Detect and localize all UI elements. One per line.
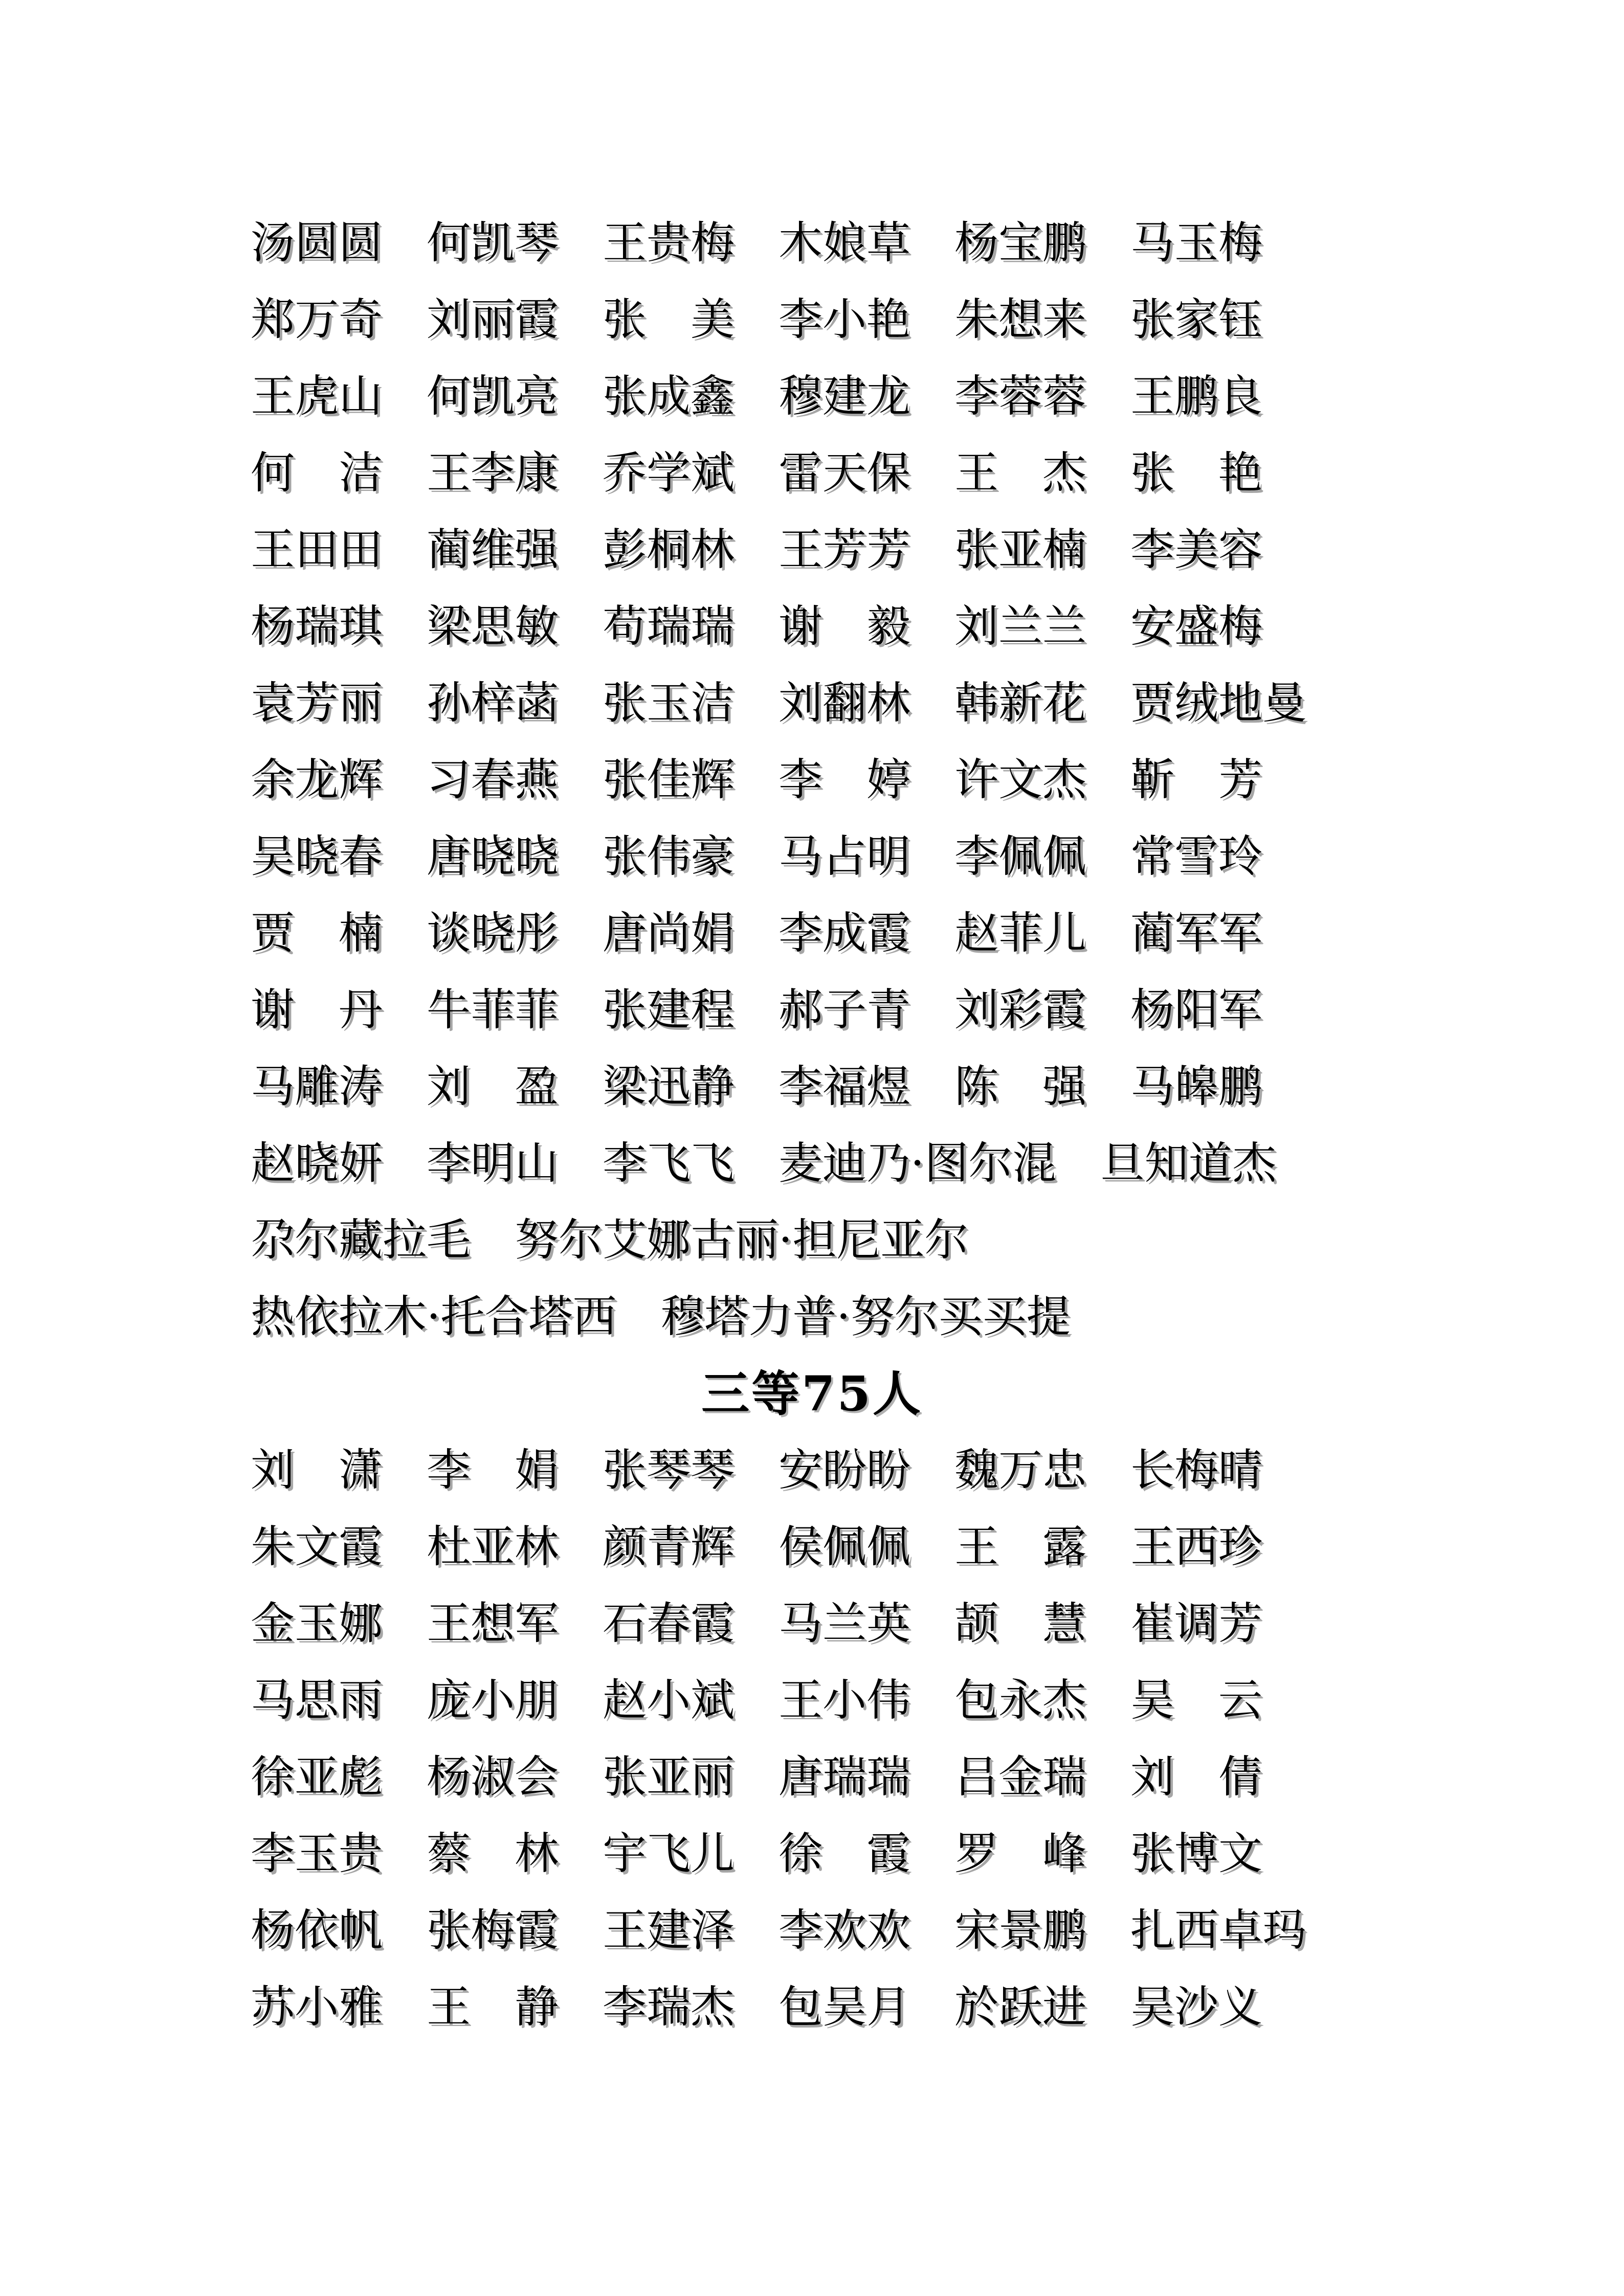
person-name: 梁思敏	[427, 601, 559, 652]
person-name: 马雕涛	[251, 1061, 383, 1112]
person-name: 李明山	[427, 1138, 559, 1189]
person-name: 王李康	[427, 447, 559, 499]
person-name: 习春燕	[427, 754, 559, 805]
person-name: 李玉贵	[251, 1828, 383, 1879]
person-name: 魏万忠	[954, 1445, 1086, 1496]
person-name: 李 婷	[778, 754, 910, 805]
person-name: 马思雨	[251, 1675, 383, 1726]
person-name: 贾绒地曼	[1130, 678, 1306, 729]
person-name: 杨依帆	[251, 1905, 383, 1956]
person-name: 崔调芳	[1130, 1598, 1262, 1649]
person-name: 颜青辉	[603, 1521, 735, 1572]
person-name: 刘翻林	[778, 678, 910, 729]
name-row	[251, 584, 1373, 661]
person-name: 李欢欢	[778, 1905, 910, 1956]
person-name: 刘 盈	[427, 1061, 559, 1112]
person-name: 李小艳	[778, 294, 910, 345]
person-name: 赵菲儿	[954, 908, 1086, 959]
person-name: 木娘草	[778, 217, 910, 268]
person-name: 扎西卓玛	[1130, 1905, 1306, 1956]
person-name: 余龙辉	[251, 754, 383, 805]
person-name: 庞小朋	[427, 1675, 559, 1726]
name-row	[251, 1504, 1373, 1581]
person-name: 刘 潇	[251, 1445, 383, 1496]
person-name: 张成鑫	[603, 371, 735, 422]
person-name: 罗 峰	[954, 1828, 1086, 1879]
person-name: 王想军	[427, 1598, 559, 1649]
person-name: 彭桐林	[603, 524, 735, 575]
person-name: 张亚楠	[954, 524, 1086, 575]
person-name: 吴沙义	[1130, 1982, 1262, 2033]
person-name: 李成霞	[778, 908, 910, 959]
person-name: 唐尚娟	[603, 908, 735, 959]
person-name: 李瑞杰	[603, 1982, 735, 2033]
person-name: 麦迪乃·图尔混	[778, 1138, 1057, 1189]
name-row	[251, 1811, 1373, 1888]
person-name: 张玉洁	[603, 678, 735, 729]
person-name: 唐瑞瑞	[778, 1751, 910, 1803]
name-row	[251, 1274, 1373, 1351]
person-name: 赵小斌	[603, 1675, 735, 1726]
person-name: 杨宝鹏	[954, 217, 1086, 268]
person-name: 努尔艾娜古丽·担尼亚尔	[515, 1214, 969, 1266]
person-name: 李福煜	[778, 1061, 910, 1112]
person-name: 石春霞	[603, 1598, 735, 1649]
person-name: 张建程	[603, 984, 735, 1036]
name-row	[251, 1581, 1373, 1658]
person-name: 吴 云	[1130, 1675, 1262, 1726]
person-name: 苏小雅	[251, 1982, 383, 2033]
section-heading-third-class: 三等75人	[701, 1365, 923, 1422]
person-name: 旦知道杰	[1100, 1138, 1277, 1189]
person-name: 蔺军军	[1130, 908, 1262, 959]
person-name: 安盼盼	[778, 1445, 910, 1496]
name-row	[251, 277, 1373, 354]
name-row	[251, 1198, 1373, 1274]
name-row	[251, 1888, 1373, 1965]
person-name: 杨淑会	[427, 1751, 559, 1803]
person-name: 雷天保	[778, 447, 910, 499]
person-name: 刘兰兰	[954, 601, 1086, 652]
person-name: 长梅晴	[1130, 1445, 1262, 1496]
person-name: 何凯亮	[427, 371, 559, 422]
person-name: 王田田	[251, 524, 383, 575]
name-row	[251, 737, 1373, 814]
person-name: 包吴月	[778, 1982, 910, 2033]
person-name: 许文杰	[954, 754, 1086, 805]
person-name: 王鹏良	[1130, 371, 1262, 422]
person-name: 吕金瑞	[954, 1751, 1086, 1803]
person-name: 贾 楠	[251, 908, 383, 959]
person-name: 杨瑞琪	[251, 601, 383, 652]
name-row	[251, 1735, 1373, 1811]
person-name: 刘丽霞	[427, 294, 559, 345]
person-name: 马玉梅	[1130, 217, 1262, 268]
person-name: 常雪玲	[1130, 831, 1262, 882]
person-name: 张伟豪	[603, 831, 735, 882]
person-name: 张琴琴	[603, 1445, 735, 1496]
person-name: 杨阳军	[1130, 984, 1262, 1036]
name-row	[251, 1044, 1373, 1121]
person-name: 唐晓晓	[427, 831, 559, 882]
person-name: 穆塔力普·努尔买买提	[660, 1291, 1071, 1342]
person-name: 金玉娜	[251, 1598, 383, 1649]
person-name: 李飞飞	[603, 1138, 735, 1189]
person-name: 穆建龙	[778, 371, 910, 422]
person-name: 张佳辉	[603, 754, 735, 805]
person-name: 蔺维强	[427, 524, 559, 575]
person-name: 马占明	[778, 831, 910, 882]
person-name: 马皞鹏	[1130, 1061, 1262, 1112]
name-row	[251, 1658, 1373, 1735]
person-name: 谢 丹	[251, 984, 383, 1036]
name-row	[251, 1965, 1373, 2041]
person-name: 侯佩佩	[778, 1521, 910, 1572]
person-name: 汤圆圆	[251, 217, 383, 268]
person-name: 刘 倩	[1130, 1751, 1262, 1803]
name-row	[251, 661, 1373, 737]
name-row	[251, 507, 1373, 584]
person-name: 刘彩霞	[954, 984, 1086, 1036]
person-name: 赵晓妍	[251, 1138, 383, 1189]
person-name: 王贵梅	[603, 217, 735, 268]
name-row	[251, 967, 1373, 1044]
person-name: 郝子青	[778, 984, 910, 1036]
person-name: 乔学斌	[603, 447, 735, 499]
person-name: 李美容	[1130, 524, 1262, 575]
person-name: 宋景鹏	[954, 1905, 1086, 1956]
person-name: 郑万奇	[251, 294, 383, 345]
person-name: 梁迅静	[603, 1061, 735, 1112]
person-name: 朱想来	[954, 294, 1086, 345]
person-name: 徐亚彪	[251, 1751, 383, 1803]
person-name: 王 杰	[954, 447, 1086, 499]
person-name: 苟瑞瑞	[603, 601, 735, 652]
person-name: 包永杰	[954, 1675, 1086, 1726]
person-name: 谢 毅	[778, 601, 910, 652]
person-name: 王 静	[427, 1982, 559, 2033]
person-name: 杜亚林	[427, 1521, 559, 1572]
person-name: 王小伟	[778, 1675, 910, 1726]
person-name: 马兰英	[778, 1598, 910, 1649]
name-row	[251, 1428, 1373, 1504]
person-name: 王芳芳	[778, 524, 910, 575]
person-name: 安盛梅	[1130, 601, 1262, 652]
person-name: 蔡 林	[427, 1828, 559, 1879]
person-name: 李佩佩	[954, 831, 1086, 882]
person-name: 张 美	[603, 294, 735, 345]
person-name: 张博文	[1130, 1828, 1262, 1879]
name-row	[251, 1121, 1373, 1198]
person-name: 吴晓春	[251, 831, 383, 882]
person-name: 张亚丽	[603, 1751, 735, 1803]
person-name: 李蓉蓉	[954, 371, 1086, 422]
person-name: 何 洁	[251, 447, 383, 499]
person-name: 宇飞儿	[603, 1828, 735, 1879]
person-name: 王西珍	[1130, 1521, 1262, 1572]
person-name: 王建泽	[603, 1905, 735, 1956]
person-name: 尕尔藏拉毛	[251, 1214, 471, 1266]
person-name: 何凯琴	[427, 217, 559, 268]
document-content	[251, 200, 1373, 2041]
person-name: 谈晓彤	[427, 908, 559, 959]
person-name: 张家钰	[1130, 294, 1262, 345]
person-name: 张梅霞	[427, 1905, 559, 1956]
name-list-second-class	[251, 200, 1373, 1351]
name-list-third-class	[251, 1428, 1373, 2041]
name-row	[251, 891, 1373, 967]
name-row	[251, 814, 1373, 891]
person-name: 袁芳丽	[251, 678, 383, 729]
person-name: 孙梓菡	[427, 678, 559, 729]
person-name: 李 娟	[427, 1445, 559, 1496]
person-name: 靳 芳	[1130, 754, 1262, 805]
person-name: 徐 霞	[778, 1828, 910, 1879]
person-name: 朱文霞	[251, 1521, 383, 1572]
person-name: 王虎山	[251, 371, 383, 422]
person-name: 王 露	[954, 1521, 1086, 1572]
name-row	[251, 431, 1373, 507]
person-name: 陈 强	[954, 1061, 1086, 1112]
name-row	[251, 354, 1373, 431]
person-name: 牛菲菲	[427, 984, 559, 1036]
person-name: 颉 慧	[954, 1598, 1086, 1649]
person-name: 张 艳	[1130, 447, 1262, 499]
person-name: 热依拉木·托合塔西	[251, 1291, 617, 1342]
person-name: 韩新花	[954, 678, 1086, 729]
person-name: 於跃进	[954, 1982, 1086, 2033]
name-row	[251, 200, 1373, 277]
